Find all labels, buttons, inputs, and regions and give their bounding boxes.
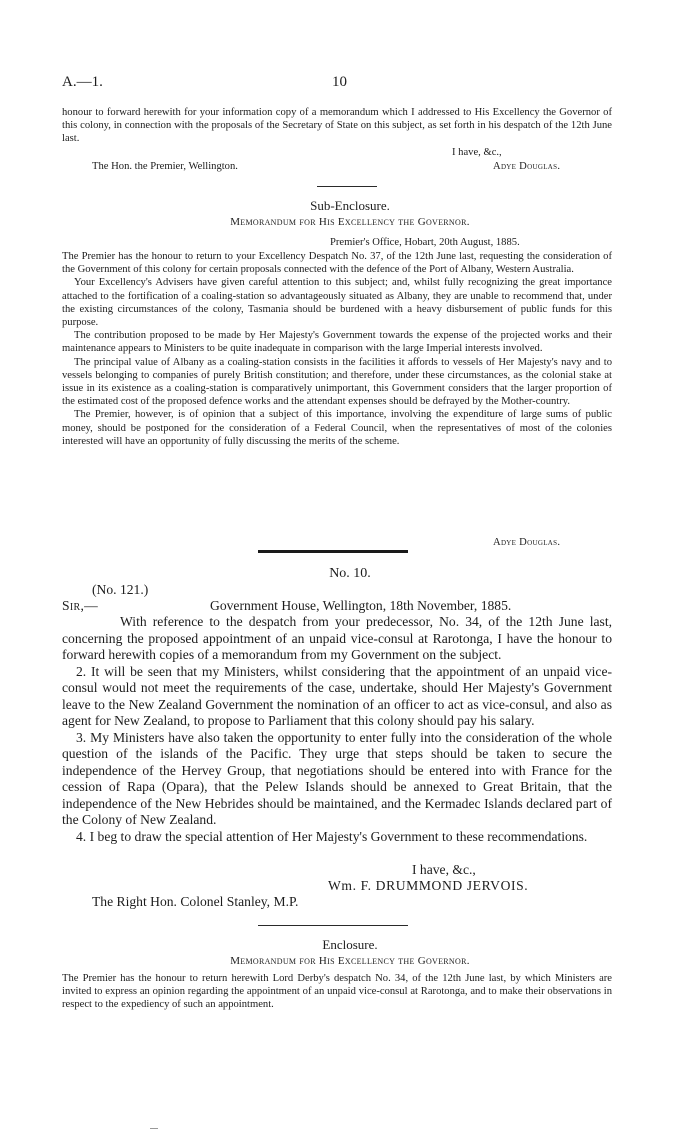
despatch-salutation: Sir,— [62, 598, 99, 613]
despatch-body [62, 614, 612, 845]
letter-continuation: honour to forward herewith for your information copy of a memorandum which I addressed to His Excellency the Governor of this colony, in connection with the proposals of the Secretary of State on this subject, as set forth in his despatch of the 12th June last. [62, 107, 612, 145]
letter-closing: I have, &c., [452, 147, 502, 158]
page-mark [150, 1128, 158, 1129]
despatch-paragraph: With reference to the despatch from your predecessor, No. 34, of the 12th June last, concerning the proposed appointment of an unpaid vice-consul at Rarotonga, I have the honour to forward herewith copies of a memorandum from my Government on the subject. [62, 614, 612, 662]
sub-enclosure-memo-title: Memorandum for His Excellency the Governor. [230, 216, 470, 228]
despatch-place-date: Government House, Wellington, 18th November, 1885. [210, 598, 512, 613]
letter-addressee: The Hon. the Premier, Wellington. [92, 161, 238, 172]
sub-enclosure-place-date: Premier's Office, Hobart, 20th August, 1885. [330, 237, 520, 248]
enclosure-memo-title: Memorandum for His Excellency the Governor. [230, 955, 470, 967]
despatch-closing: I have, &c., [412, 862, 476, 877]
page-header [62, 74, 638, 94]
letter-signature: Adye Douglas. [493, 161, 561, 172]
despatch-signature: Wm. F. DRUMMOND JERVOIS. [328, 878, 529, 893]
despatch-paragraph: 3. My Ministers have also taken the opportunity to enter fully into the consideration of the whole question of the islands of the Pacific. They urge that steps should be taken to secure the independence of the Hervey Group, that negotiations should be entered into with France for the cession of Rapa (Opara), that the Pelew Islands should be annexed to Great Britain, that the independence of the New Hebrides should be maintained, and the Kermadec Islands declared part of the Colony of New Zealand. [62, 729, 612, 827]
sub-enclosure-paragraph: Your Excellency's Advisers have given careful attention to this subject; and, whilst fully recognizing the great importance attached to the fortification of a coaling-station so advantageously situated as Albany, they are unable to recommend that, under the existing circumstances of the colony, Tasmania should be burdened with a heavy disbursement of public funds for this purpose. [62, 277, 612, 329]
sub-enclosure-body [62, 250, 612, 448]
enclosure-heading: Enclosure. [322, 937, 378, 952]
enclosure-divider [258, 925, 408, 926]
sub-enclosure-paragraph: The contribution proposed to be made by Her Majesty's Government towards the expense of the projected works and their maintenance appears to Ministers to be quite inadequate in comparison with the large Imperial interests involved. [62, 330, 612, 355]
enclosure-paragraph: The Premier has the honour to return herewith Lord Derby's despatch No. 34, of the 12th June last, by which Ministers are invited to express an opinion regarding the appointment of an unpaid vice-consul at Rarotonga, and to make their observations in respect to the expediency of such an appointment. [62, 973, 612, 1011]
despatch-paragraph: 2. It will be seen that my Ministers, whilst considering that the appointment of an unpaid vice-consul would not meet the requirements of the case, undertake, should Her Majesty's Government leave to the New Zealand Government the nomination of an officer to act as vice-consul, and also as agent for New Zealand, to propose to Parliament that this colony should pay his salary. [62, 663, 612, 728]
page-number: 10 [332, 74, 347, 90]
sub-enclosure-heading: Sub-Enclosure. [310, 198, 390, 213]
sub-enclosure-signature: Adye Douglas. [493, 537, 561, 548]
despatch-divider [258, 550, 408, 553]
section-divider [317, 186, 377, 187]
despatch-heading: No. 10. [329, 566, 371, 581]
sub-enclosure-paragraph: The principal value of Albany as a coaling-station consists in the facilities it affords to vessels of Her Majesty's navy and to vessels belonging to companies of purely British constitution; and therefore, under these circumstances, as the colonial stake at issue in its existence as a coaling-station is comparatively unimportant, this Government considers that the larger proportion of the estimated cost of the proposed defence works and the attendant expenses should be defrayed by the Mother-country. [62, 356, 612, 408]
despatch-addressee: The Right Hon. Colonel Stanley, M.P. [92, 894, 299, 909]
despatch-number: (No. 121.) [92, 582, 149, 597]
paper-reference: A.—1. [62, 74, 103, 90]
sub-enclosure-paragraph: The Premier, however, is of opinion that a subject of this importance, involving the expenditure of large sums of public money, should be postponed for the consideration of a Federal Council, when the representatives of most of the colonies interested will have an opportunity of fully discussing the merits of the scheme. [62, 409, 612, 447]
sub-enclosure-paragraph: The Premier has the honour to return to your Excellency Despatch No. 37, of the 12th June last, requesting the consideration of the Government of this colony for certain proposals connected with the defence of the Port of Albany, Western Australia. [62, 251, 612, 276]
despatch-paragraph: 4. I beg to draw the special attention of Her Majesty's Government to these recommendations. [76, 828, 588, 844]
